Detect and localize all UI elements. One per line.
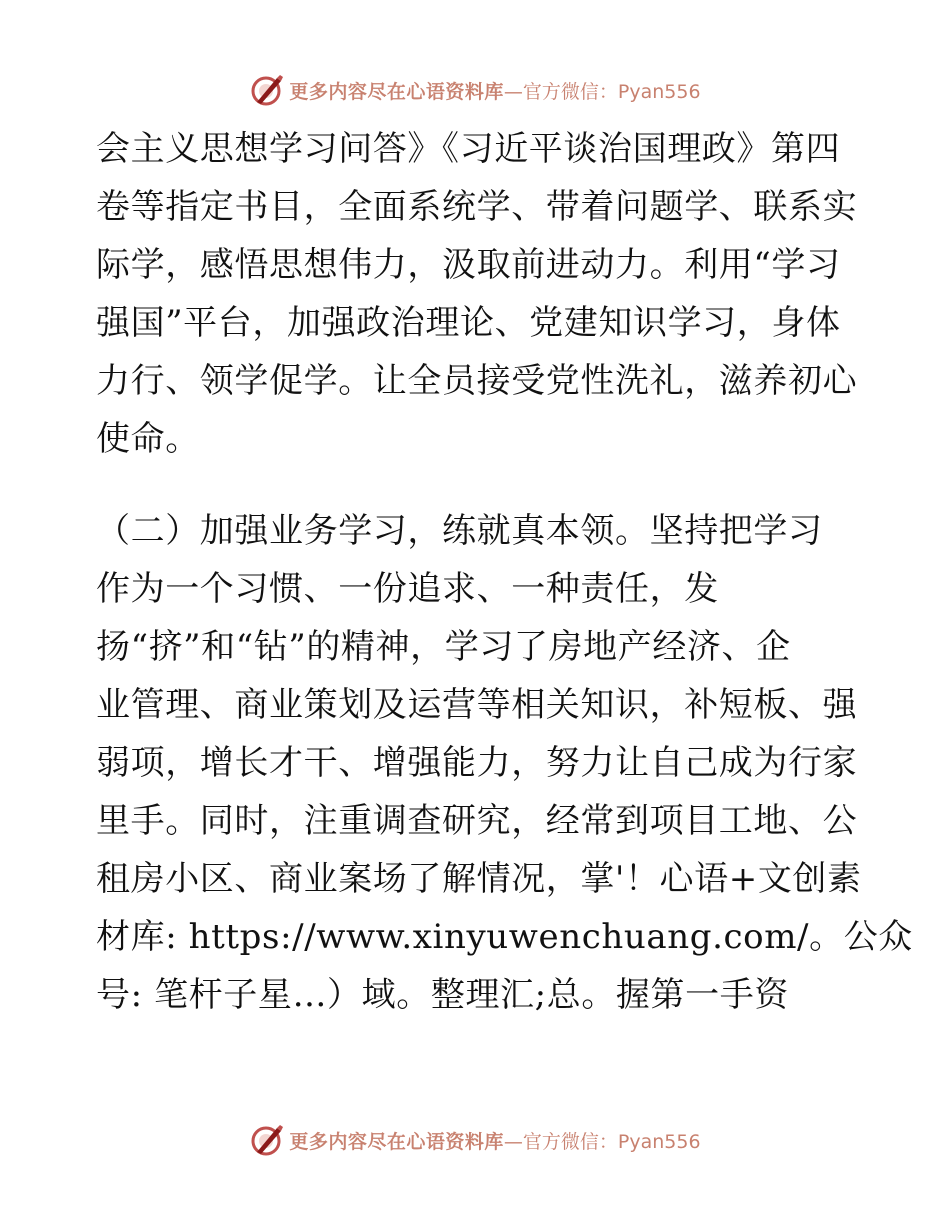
watermark-official-text: —官方微信：Pyan556 xyxy=(503,1130,701,1153)
text-line: 际学，感悟思想伟力，汲取前进动力。利用“学习 xyxy=(96,245,841,285)
text-line: （二）加强业务学习，练就真本领。坚持把学习 xyxy=(96,511,823,551)
text-line: 扬“挤”和“钻”的精神，学习了房地产经济、企 xyxy=(96,627,791,667)
text-line: 强国”平台，加强政治理论、党建知识学习，身体 xyxy=(96,303,841,343)
text-line: 材库: https://www.xinyuwenchuang.com/。公众 xyxy=(96,917,913,957)
text-line: 弱项，增长才干、增强能力，努力让自己成为行家 xyxy=(96,743,858,783)
watermark-official-text: —官方微信：Pyan556 xyxy=(503,80,701,103)
text-line: 租房小区、商业案场了解情况，掌'！心语+文创素 xyxy=(96,859,862,899)
text-line: 卷等指定书目，全面系统学、带着问题学、联系实 xyxy=(96,187,858,227)
text-line: 业管理、商业策划及运营等相关知识，补短板、强 xyxy=(96,685,858,725)
logo-icon xyxy=(249,72,285,108)
text-line: 作为一个习惯、一份追求、一种责任，发 xyxy=(96,569,719,609)
logo-icon xyxy=(249,1122,285,1158)
text-line: 号: 笔杆子星…）域。整理汇;总。握第一手资 xyxy=(96,975,789,1015)
watermark-brand-text: 更多内容尽在心语资料库 xyxy=(289,80,504,103)
text-line: 使命。 xyxy=(96,419,200,459)
text-line: 里手。同时，注重调查研究，经常到项目工地、公 xyxy=(96,801,858,841)
header-watermark xyxy=(0,70,950,110)
paragraph-2 xyxy=(96,502,913,1024)
text-line: 会主义思想学习问答》《习近平谈治国理政》第四 xyxy=(96,129,841,169)
watermark-brand-text: 更多内容尽在心语资料库 xyxy=(289,1130,504,1153)
paragraph-gap xyxy=(96,468,866,502)
footer-watermark xyxy=(0,1120,950,1160)
text-line: 力行、领学促学。让全员接受党性洗礼，滋养初心 xyxy=(96,361,858,401)
document-body xyxy=(96,120,913,1024)
paragraph-1 xyxy=(96,120,866,468)
